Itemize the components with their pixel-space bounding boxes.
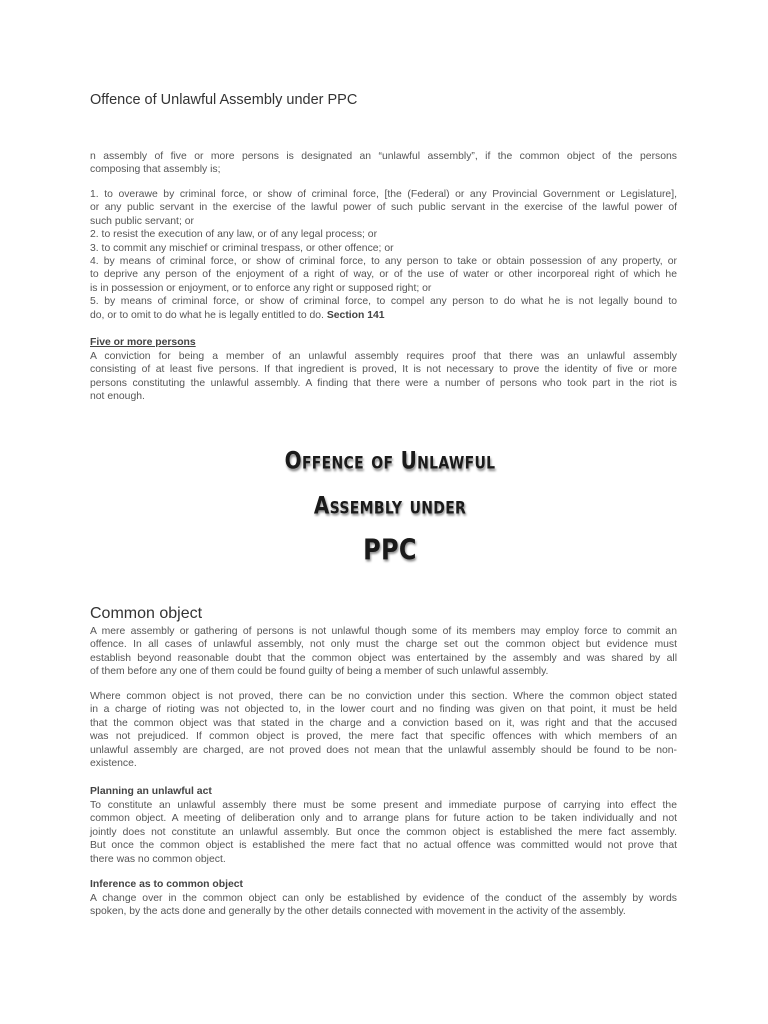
text-line: unlawful assembly are charged, are not proved does not mean that the unlawful assembly should be found to be non- [90, 744, 677, 756]
text-line: establish beyond reasonable doubt that the common object was entertained by the assembly and was shared by all [90, 652, 677, 664]
text-line: that the common object was that stated in the charge and a conviction based on it, was right and that the accused [90, 717, 677, 729]
list-line: or any public servant in the exercise of the lawful power of such public servant in the exercise of the lawful power of [90, 202, 677, 214]
five-or-more-paragraph [90, 350, 677, 404]
section-reference: Section 141 [326, 309, 385, 321]
list-line [90, 309, 677, 322]
text-line: there was no common object. [90, 853, 226, 865]
document-title: Offence of Unlawful Assembly under PPC [90, 92, 358, 108]
banner-line: Offence of Unlawful [284, 446, 496, 475]
list-line: is in possession or enjoyment, or to enforce any right or supposed right; or [90, 282, 432, 294]
text-line: spoken, by the acts done and generally by the other details connected with movement in the activity of the assembly. [90, 906, 626, 918]
text-line: existence. [90, 758, 137, 770]
heading-common-object: Common object [90, 605, 203, 622]
list-line: 2. to resist the execution of any law, or of any legal process; or [90, 229, 378, 241]
list-line: 4. by means of criminal force, or show of criminal force, to any person to take or obtain possession of any property, or [90, 256, 677, 268]
banner-line: Assembly under [313, 490, 467, 520]
text-line: Where common object is not proved, there can be no conviction under this section. Where the common object stated [90, 691, 677, 702]
text-line: A mere assembly or gathering of persons is not unlawful though some of its members may employ force to commit an [90, 626, 677, 637]
common-object-paragraph-2 [90, 690, 677, 770]
object-list [90, 188, 677, 322]
list-line-text: do, or to omit to do what he is legally entitled to do. [90, 309, 324, 321]
text-line: But once the common object is established the mere fact that no actual offence was committed would not prove that [90, 840, 677, 852]
intro-paragraph [90, 150, 677, 177]
text-line: n assembly of five or more persons is designated an “unlawful assembly”, if the common object of the persons [90, 151, 677, 162]
text-line: not enough. [90, 391, 145, 403]
text-line: offence. In all cases of unlawful assembly, not only must the charge set out the common object but evidence must [90, 639, 677, 651]
text-line: common object. A meeting of deliberation only and to arrange plans for future action to be taken individually and not [90, 813, 677, 825]
text-line: was not prejudiced. If common object is proved, the mere fact that specific offences with which members of an [90, 731, 677, 743]
text-line: A conviction for being a member of an unlawful assembly requires proof that there was an unlawful assembly [90, 351, 677, 362]
list-line: to deprive any person of the enjoyment of a right of way, or of the use of water or other incorporeal right of which he [90, 269, 677, 281]
text-line: A change over in the common object can only be established by evidence of the conduct of the assembly by words [90, 893, 677, 904]
list-line: 1. to overawe by criminal force, or show of criminal force, [the (Federal) or any Provincial Government or Legislature], [90, 189, 677, 200]
text-line: in a charge of rioting was not objected to, in the lower court and no finding was given on that point, it must be held [90, 704, 677, 716]
heading-five-or-more: Five or more persons [90, 337, 196, 348]
inference-paragraph [90, 892, 677, 919]
text-line: consisting of at least five persons. If that ingredient is proved, It is not necessary to prove the identity of five or more [90, 364, 677, 376]
list-line: such public servant; or [90, 215, 194, 227]
list-line: 3. to commit any mischief or criminal trespass, or other offence; or [90, 242, 394, 254]
text-line: jointly does not constitute an unlawful assembly. But once the common object is established the mere fact assembly. [90, 826, 677, 838]
heading-planning: Planning an unlawful act [90, 786, 212, 797]
common-object-paragraph-1 [90, 625, 677, 679]
text-line: composing that assembly is; [90, 164, 221, 176]
list-line: 5. by means of criminal force, or show of criminal force, to compel any person to do what he is not legally bound to [90, 296, 677, 308]
text-line: To constitute an unlawful assembly there must be some present and immediate purpose of carrying into effect the [90, 800, 677, 811]
text-line: persons constituting the unlawful assembly. A finding that there were a number of persons who took part in the riot is [90, 377, 677, 389]
planning-paragraph [90, 799, 677, 866]
text-line: of them before any one of them could be found guilty of being a member of such unlawful assembly. [90, 666, 549, 678]
heading-inference: Inference as to common object [90, 879, 244, 890]
title-banner-image [240, 438, 540, 573]
banner-line: PPC [363, 533, 417, 567]
